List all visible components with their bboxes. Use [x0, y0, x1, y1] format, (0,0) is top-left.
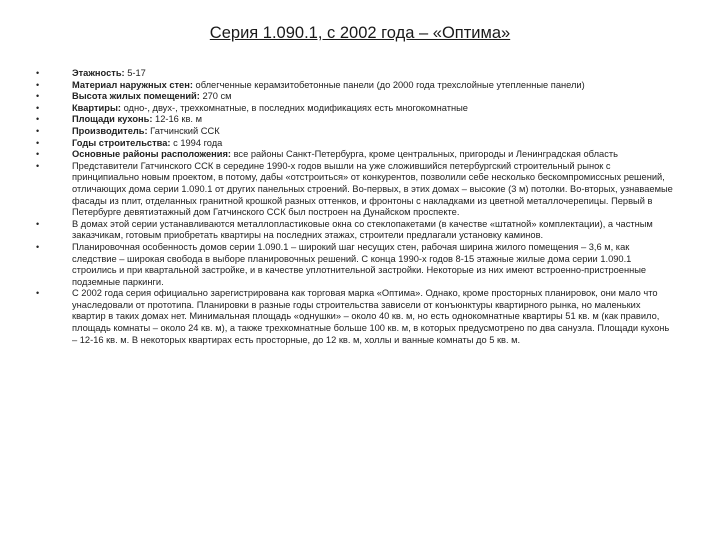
list-item [36, 114, 676, 126]
item-label: Этажность: [72, 68, 125, 78]
item-label: Основные районы расположения: [72, 149, 232, 160]
item-label: Материал наружных стен: [72, 79, 193, 90]
item-label: Годы строительства: [72, 137, 171, 148]
list-item [36, 126, 676, 138]
item-text: Представители Гатчинского ССК в середине 1990-х годов вышли на уже сложившийся петербургский строительный рынок с принципиально новым проектом, в потому, дабы «отстроиться» от конкурентов, позволили себе несколько бескомпромиссных решений, отличающих дома серии 1.090.1 от других панельных строений. Во-первых, в этих домах – высокие (3 м) потолки. Во-вторых, узнаваемые фасады из плит, отделанных гранитной крошкой разных оттенков, и фронтоны с накладками из цветной металлочерепицы. Первый в Петербурге девятиэтажный дом Гатчинского ССК был построен на Дунайском проспекте. [72, 160, 673, 218]
item-label: Высота жилых помещений: [72, 91, 200, 102]
item-text: В домах этой серии устанавливаются металлопластиковые окна со стеклопакетами (в качестве «штатной» комплектации), а частным заказчикам, готовым приобретать квартиры на последних этажах, строители предлагали установку каминов. [72, 218, 653, 241]
item-text: с 1994 года [170, 137, 223, 148]
list-item [36, 138, 676, 150]
bullet-list [36, 68, 676, 346]
list-item [36, 219, 676, 242]
list-item [36, 242, 676, 288]
item-text: облегченные керамзитобетонные панели (до 2000 года трехслойные утепленные панели) [192, 79, 585, 90]
list-item [36, 68, 676, 80]
item-text: все районы Санкт-Петербурга, кроме центральных, пригороды и Ленинградская область [231, 149, 618, 160]
item-text: одно-, двух-, трехкомнатные, в последних модификациях есть многокомнатные [120, 102, 468, 113]
item-label: Площади кухонь: [72, 114, 153, 125]
item-label: Производитель: [72, 125, 148, 136]
item-text: С 2002 года серия официально зарегистрирована как торговая марка «Оптима». Однако, кроме просторных планировок, они мало что унаследовали от прототипа. Планировки в разные годы строительства зависели от конъюнктуры квартирного рынка, но маленьких квартир в таких домах нет. Минимальная площадь «однушки» – около 40 кв. м, но есть однокомнатные квартиры 51 кв. м (как правило, площадь комнаты – около 24 кв. м), а также трехкомнатные больше 100 кв. м, в которых предусмотрено по два санузла. Площади кухонь – 12-16 кв. м. В некоторых квартирах есть просторные, до 12 кв. м, холлы и ванные комнаты до 5 кв. м. [72, 288, 670, 345]
list-item [36, 161, 676, 219]
list-item [36, 288, 676, 346]
slide-title: Серия 1.090.1, с 2002 года – «Оптима» [209, 24, 511, 42]
list-item [36, 103, 676, 115]
list-item [36, 91, 676, 103]
item-label: Квартиры: [72, 102, 121, 113]
item-text: 270 см [199, 91, 232, 102]
list-item [36, 149, 676, 161]
item-text: Планировочная особенность домов серии 1.090.1 – широкий шаг несущих стен, рабочая ширина жилого помещения – 3,6 м, как следствие – широкая свобода в выборе планировочных решений. С конца 1990-х годов 8-15 этажные жилые дома серии 1.090.1 строились и при квартальной застройке, и в качестве уплотнительной застройки. Некоторые из них имеют встроенно-пристроенные подземные паркинги. [72, 241, 647, 287]
item-text: 12-16 кв. м [152, 114, 202, 125]
item-text: Гатчинский ССК [147, 125, 220, 136]
item-text: 5-17 [124, 68, 146, 78]
list-item [36, 80, 676, 92]
